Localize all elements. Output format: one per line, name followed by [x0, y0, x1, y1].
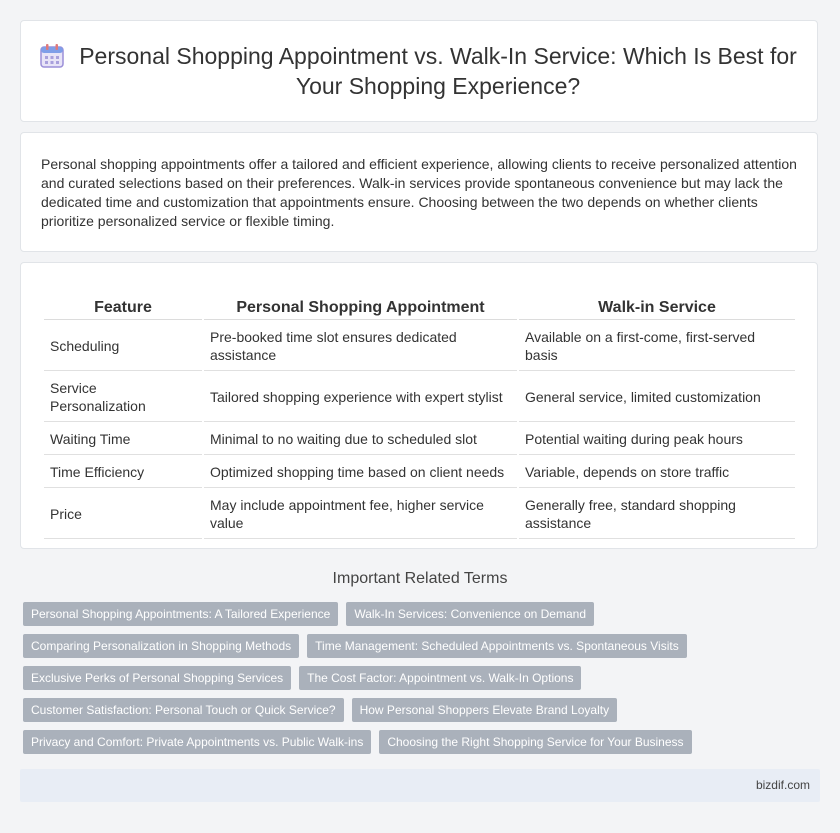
footer-site-link[interactable]: bizdif.com	[755, 778, 810, 792]
comparison-table	[42, 291, 797, 541]
feature-cell: Price	[44, 490, 202, 539]
table-row	[44, 322, 795, 371]
appointment-cell: Optimized shopping time based on client needs	[204, 457, 517, 488]
related-term-tag[interactable]: How Personal Shoppers Elevate Brand Loyalty	[352, 698, 617, 722]
feature-cell: Service Personalization	[44, 373, 202, 422]
header-walk-in: Walk-in Service	[519, 293, 795, 320]
related-term-tag[interactable]: Exclusive Perks of Personal Shopping Services	[23, 666, 291, 690]
related-terms-title: Important Related Terms	[332, 570, 508, 587]
walk-in-cell: Available on a first-come, first-served basis	[519, 322, 795, 371]
feature-cell: Waiting Time	[44, 424, 202, 455]
feature-cell: Scheduling	[44, 322, 202, 371]
header-appointment: Personal Shopping Appointment	[204, 293, 517, 320]
comparison-table-card	[20, 262, 818, 549]
table-row	[44, 373, 795, 422]
footer	[20, 769, 820, 802]
walk-in-cell: Variable, depends on store traffic	[519, 457, 795, 488]
intro-card	[20, 132, 818, 252]
table-row	[44, 457, 795, 488]
header-feature: Feature	[44, 293, 202, 320]
feature-cell: Time Efficiency	[44, 457, 202, 488]
appointment-cell: Tailored shopping experience with expert stylist	[204, 373, 517, 422]
appointment-cell: Minimal to no waiting due to scheduled slot	[204, 424, 517, 455]
related-term-tag[interactable]: Personal Shopping Appointments: A Tailored Experience	[23, 602, 338, 626]
related-term-tag[interactable]: Time Management: Scheduled Appointments vs. Spontaneous Visits	[307, 634, 687, 658]
related-term-tag[interactable]: Privacy and Comfort: Private Appointments vs. Public Walk-ins	[23, 730, 371, 754]
related-term-tag[interactable]: The Cost Factor: Appointment vs. Walk-In Options	[299, 666, 581, 690]
table-row	[44, 490, 795, 539]
walk-in-cell: Potential waiting during peak hours	[519, 424, 795, 455]
intro-text: Personal shopping appointments offer a tailored and efficient experience, allowing clients to receive personalized attention and curated selections based on their preferences. Walk-in services provide spontaneous convenience but may lack the dedicated time and customization that appointments ensure. Choosing between the two depends on whether clients prioritize personalized service or flexible timing.	[41, 156, 797, 229]
related-term-tag[interactable]: Choosing the Right Shopping Service for Your Business	[379, 730, 691, 754]
appointment-cell: Pre-booked time slot ensures dedicated assistance	[204, 322, 517, 371]
header-card	[20, 20, 818, 122]
calendar-icon	[39, 43, 65, 69]
walk-in-cell: Generally free, standard shopping assistance	[519, 490, 795, 539]
table-row	[44, 424, 795, 455]
appointment-cell: May include appointment fee, higher service value	[204, 490, 517, 539]
walk-in-cell: General service, limited customization	[519, 373, 795, 422]
related-term-tag[interactable]: Customer Satisfaction: Personal Touch or Quick Service?	[23, 698, 344, 722]
related-term-tag[interactable]: Comparing Personalization in Shopping Methods	[23, 634, 299, 658]
page-title: Personal Shopping Appointment vs. Walk-In Service: Which Is Best for Your Shopping Experience?	[79, 43, 797, 99]
related-term-tag[interactable]: Walk-In Services: Convenience on Demand	[346, 602, 594, 626]
related-terms-list	[23, 602, 823, 762]
table-header-row	[44, 293, 795, 320]
